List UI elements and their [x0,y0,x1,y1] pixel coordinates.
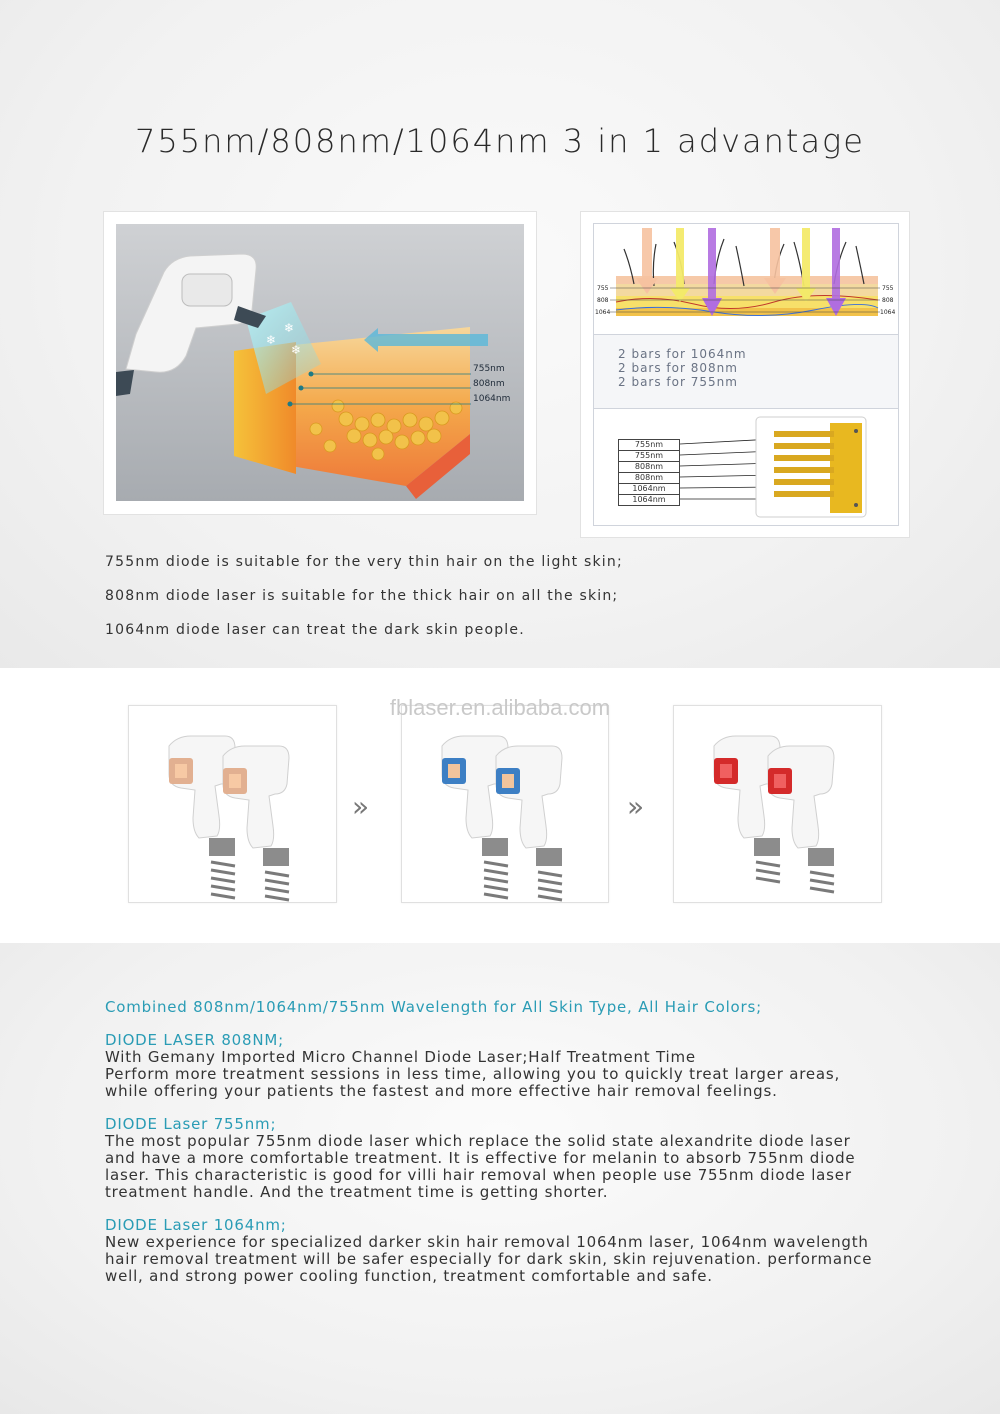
layer-label-1064: 1064 [595,309,611,316]
intro-heading: Combined 808nm/1064nm/755nm Wavelength for All Skin Type, All Hair Colors; [105,998,762,1016]
layer-label-808-right: 808 [882,297,894,304]
bar-label-755nm-a: 755nm [618,439,680,450]
intro-heading-block [105,999,905,1016]
bars-info-text [618,347,747,389]
description-808nm: 808nm diode laser is suitable for the thick hair on all the skin; [105,588,619,604]
bar-stack-diagram [593,408,899,526]
section-1064nm-line: well, and strong power cooling function, treatment comfortable and safe. [105,1267,713,1285]
skin-treatment-illustration [116,224,524,501]
bars-info-808: 2 bars for 808nm [618,361,738,375]
layer-label-755: 755 [597,285,609,292]
label-755nm: 755nm [473,364,505,374]
label-808nm: 808nm [473,379,505,389]
handpiece-frame-red [673,705,882,903]
chevron-right-icon: » [627,790,645,823]
layer-label-755-right: 755 [882,285,894,292]
handpiece-pair-red [674,706,881,902]
section-1064nm-line: New experience for specialized darker skin hair removal 1064nm laser, 1064nm wavelength [105,1233,869,1251]
bar-label-808nm-a: 808nm [618,461,680,472]
label-1064nm: 1064nm [473,394,511,404]
section-755nm-heading: DIODE Laser 755nm; [105,1115,277,1133]
svg-text:❄: ❄ [266,333,277,347]
section-1064nm-body [105,1234,905,1285]
section-755nm [105,1116,905,1201]
bars-info-755: 2 bars for 755nm [618,375,738,389]
section-755nm-line: laser. This characteristic is good for villi hair removal when people use 755nm diode laser [105,1166,852,1184]
skin-layer-graphic [594,224,898,334]
layer-label-1064-right: 1064 [880,309,896,316]
svg-text:❄: ❄ [291,343,302,357]
section-808nm-line: With Gemany Imported Micro Channel Diode Laser;Half Treatment Time [105,1048,696,1066]
section-808nm [105,1032,905,1100]
section-808nm-body [105,1049,905,1100]
laser-bar-stack-graphic [594,409,898,525]
section-755nm-line: and have a more comfortable treatment. It is effective for melanin to absorb 755nm diode [105,1149,856,1167]
bars-info-box [593,334,899,410]
skin-treatment-image-frame [103,211,537,515]
section-755nm-body [105,1133,905,1201]
description-1064nm: 1064nm diode laser can treat the dark skin people. [105,622,525,638]
page-title: 755nm/808nm/1064nm 3 in 1 advantage [135,122,865,160]
section-808nm-heading: DIODE LASER 808NM; [105,1031,284,1049]
bar-label-808nm-b: 808nm [618,472,680,483]
description-755nm: 755nm diode is suitable for the very thin hair on the light skin; [105,554,623,570]
section-755nm-line: The most popular 755nm diode laser which replace the solid state alexandrite diode laser [105,1132,851,1150]
chevron-right-icon: » [352,790,370,823]
section-808nm-line: while offering your patients the fastest and more effective hair removal feelings. [105,1082,778,1100]
bars-info-1064: 2 bars for 1064nm [618,347,747,361]
bar-label-755nm-b: 755nm [618,450,680,461]
section-1064nm [105,1217,905,1285]
section-1064nm-line: hair removal treatment will be safer especially for dark skin, skin rejuvenation. performance [105,1250,873,1268]
bar-label-1064nm-b: 1064nm [618,494,680,506]
watermark: fblaser.en.alibaba.com [389,695,611,720]
handpiece-pair-blue [402,706,608,902]
handpiece-frame-blue [401,705,609,903]
section-755nm-line: treatment handle. And the treatment time is getting shorter. [105,1183,609,1201]
skin-layer-diagram [593,223,899,335]
svg-text:❄: ❄ [284,321,295,335]
handpiece-frame-orange [128,705,337,903]
skin-treatment-graphic [116,224,524,501]
layer-label-808: 808 [597,297,609,304]
handpiece-pair-orange [129,706,336,902]
wavelength-diagram-panel [580,211,910,538]
section-808nm-line: Perform more treatment sessions in less time, allowing you to quickly treat larger areas, [105,1065,841,1083]
bar-label-1064nm-a: 1064nm [618,483,680,494]
section-1064nm-heading: DIODE Laser 1064nm; [105,1216,287,1234]
